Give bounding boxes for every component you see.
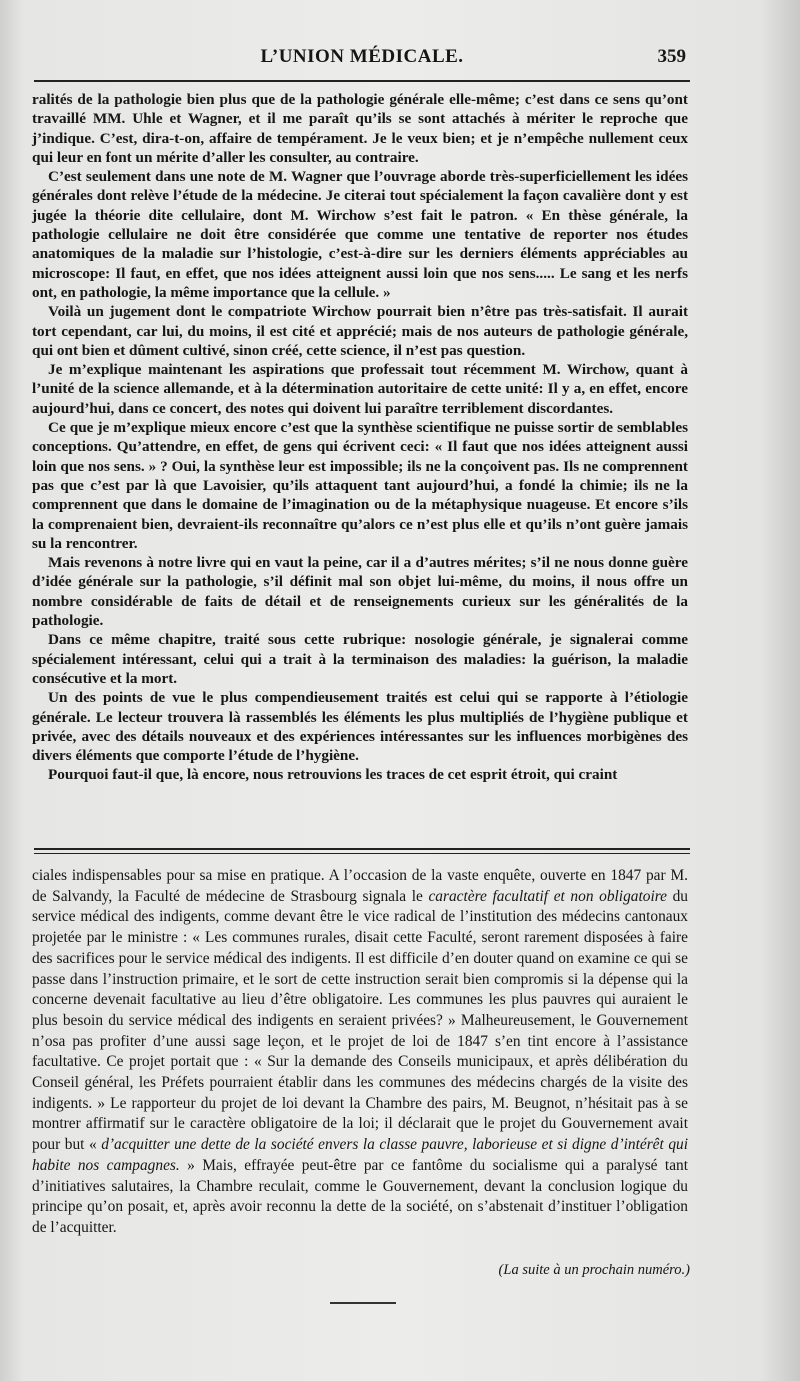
paragraph: Mais revenons à notre livre qui en vaut la peine, car il a d’autres mérites; s’il ne nous donne guère d’idée générale sur la pathologie, s’il définit mal son objet lui-même, du moins, il nous offre un nombre considérable de faits de détail et de renseignements curieux sur les généralités de la pathologie. (32, 554, 688, 630)
end-rule (330, 1302, 396, 1304)
footnote-italic: caractère facultatif et non obligatoire (428, 887, 667, 905)
paragraph: C’est seulement dans une note de M. Wagner que l’ouvrage aborde très-superficiellement les idées générales dont relève l’étude de la médecine. Je citerai tout spécialement la façon cavalière dont y est jugée la théorie dite cellulaire, dont M. Wirchow s’est fait le patron. « En thèse générale, la pathologie cellulaire ne doit être considérée que comme une tentative de reporter nos études anatomiques de la maladie sur l’histologie, c’est-à-dire sur les derniers éléments appréciables au microscope: Il faut, en effet, que nos idées atteignent aussi loin que nos sens..... Le sang et les nerfs ont, en pathologie, la même importance que la cellule. » (32, 168, 688, 301)
header-rule (34, 80, 690, 82)
continuation-note: (La suite à un prochain numéro.) (498, 1262, 690, 1278)
article-body (32, 90, 688, 785)
journal-title: L’UNION MÉDICALE. (260, 46, 464, 67)
paragraph: Pourquoi faut-il que, là encore, nous retrouvions les traces de cet esprit étroit, qui craint (48, 766, 618, 784)
page-number: 359 (657, 46, 686, 67)
paragraph: Un des points de vue le plus compendieusement traités est celui qui se rapporte à l’étiologie générale. Le lecteur trouvera là rassemblés les éléments les plus multipliés de l’hygiène publique et privée, avec des détails nouveaux et des expériences intéressantes sur les influences morbigènes des divers éléments que comporte l’étude de l’hygiène. (32, 689, 688, 765)
footnote-paragraph (32, 866, 688, 1239)
running-head (32, 46, 692, 72)
footnote-body (32, 866, 688, 1239)
paragraph: Ce que je m’explique mieux encore c’est que la synthèse scientifique ne puisse sortir de semblables conceptions. Qu’attendre, en effet, de gens qui écrivent ceci: « Il faut que nos idées atteignent aussi loin que nos sens. » ? Oui, la synthèse leur est impossible; ils ne la conçoivent pas. Ils ne comprennent pas que c’est par là que Lavoisier, qu’ils attaquent tant aujourd’hui, a fondé la chimie; ils ne la comprennent que dans le domaine de l’imagination ou de la métaphysique nuageuse. Et encore s’ils la comprenaient bien, devraient-ils reconnaître qu’alors ce n’est plus elle et qu’ils n’ont guère jamais su la rencontrer. (32, 419, 688, 552)
paragraph: Je m’explique maintenant les aspirations que professait tout récemment M. Wirchow, quant à l’unité de la science allemande, et à la détermination autoritaire de cette unité: Il y a, en effet, encore aujourd’hui, dans ce concert, des notes qui doivent lui paraître terriblement discordantes. (32, 361, 688, 417)
footnote-separator (34, 848, 690, 854)
footnote-text: ciales indispensables pour sa mise en pratique. A l’occasion de la vaste enquête, ouverte en 1847 par M. de Salvandy, la Faculté de médecine de Strasbourg signala le (32, 867, 688, 905)
paragraph: Dans ce même chapitre, traité sous cette rubrique: nosologie générale, je signalerai comme spécialement intéressant, celui qui a trait à la terminaison des maladies: la guérison, la maladie consécutive et la mort. (32, 631, 688, 687)
paragraph: Voilà un jugement dont le compatriote Wirchow pourrait bien n’être pas très-satisfait. Il aurait tort cependant, car lui, du moins, il est cité et apprécié; mais de nos auteurs de pathologie générale, qui ont bien et dûment cultivé, sinon créé, cette science, il n’est pas question. (32, 303, 688, 359)
paragraph: ralités de la pathologie bien plus que de la pathologie générale elle-même; c’est dans ce sens qu’ont travaillé MM. Uhle et Wagner, et il me paraît qu’ils se sont attachés à mériter le reproche que j’indique. C’est, dira-t-on, affaire de tempérament. Je le veux bien; et je n’empêche nullement ceux qui leur en font un mérite d’aller les consulter, au contraire. (32, 91, 688, 166)
footnote-italic: d’acquitter une dette de la société envers la classe pauvre, laborieuse et si digne d’intérêt qui habite nos campagnes. (32, 1136, 688, 1174)
footnote-text: » Mais, effrayée peut-être par ce fantôme du socialisme qui a paralysé tant d’initiatives salutaires, la Chambre reculait, comme le Gouvernement, devant la conclusion logique du principe qu’on posait, et, après avoir reconnu la dette de la société, on s’abstenait d’instituer l’obligation de l’acquitter. (32, 1156, 688, 1236)
footnote-text: du service médical des indigents, comme devant être le vice radical de l’institution des médecins cantonaux projetée par le ministre : « Les communes rurales, disait cette Faculté, seront rarement disposées à faire des sacrifices pour le service médical des indigents. Il est difficile d’en douter quand on examine ce qui se passe dans l’instruction primaire, et le sort de cette instruction serait bien compromis si la dépense qui la concerne devenait facultative au lieu d’être obligatoire. Les communes les plus pauvres qui auraient le plus besoin du service médical des indigents en seraient privées? » Malheureusement, le Gouvernement n’osa pas profiter d’une aussi sage leçon, et le projet de loi de 1847 s’en tint encore à l’assistance facultative. Ce projet portait que : « Sur la demande des Conseils municipaux, et après délibération du Conseil général, les Préfets pourraient établir dans les communes des médecins chargés de la visite des indigents. » Le rapporteur du projet de loi devant la Chambre des pairs, M. Beugnot, n’hésitait pas à se montrer affirmatif sur le caractère obligatoire de la loi; il déclarait que le projet du Gouvernement avait pour but « (32, 887, 689, 1154)
